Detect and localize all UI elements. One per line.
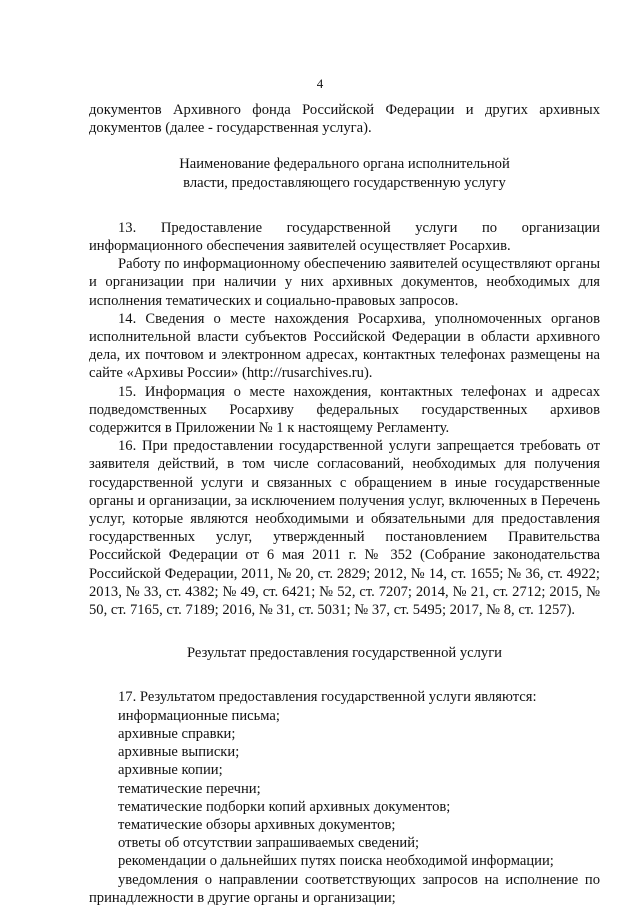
section-heading-result: Результат предоставления государственной услуги: [187, 645, 502, 662]
section-heading-authority-line-1: Наименование федерального органа исполнительной: [179, 156, 510, 173]
list-item: тематические перечни;: [118, 780, 261, 797]
list-item: архивные копии;: [118, 762, 223, 779]
list-item-last: уведомления о направлении соответствующих запросов на исполнение по принадлежности в другие органы и организации;: [89, 871, 600, 906]
intro-line-1: документов Архивного фонда Российской Федерации и других архивных: [89, 102, 600, 118]
intro-line-2: документов (далее - государственная услуга).: [89, 120, 372, 137]
list-item: тематические обзоры архивных документов;: [118, 816, 396, 833]
result-list: [89, 707, 600, 907]
list-item: архивные выписки;: [118, 744, 240, 761]
paragraph-13: 13. Предоставление государственной услуги по организации информационного обеспечения заявителей осуществляет Росархив.: [89, 219, 600, 255]
section-heading-authority-line-2: власти, предоставляющего государственную услугу: [183, 174, 506, 191]
document-body: [89, 101, 600, 907]
paragraph-16: 16. При предоставлении государственной услуги запрещается требовать от заявителя действий, в том числе согласований, необходимых для получения государственной услуги и связанных с обращением в иные государственные органы и организации, за исключением получения услуг, включенных в Перечень услуг, которые являются необходимыми и обязательными для предоставления государственных услуг, утвержденный постановлением Правительства Российской Федерации от 6 мая 2011 г. № 352 (Собрание законодательства Российской Федерации, 2011, № 20, ст. 2829; 2012, № 14, ст. 1655; № 36, ст. 4922; 2013, № 33, ст. 4382; № 49, ст. 6421; № 52, ст. 7207; 2014, № 21, ст. 2712; 2015, № 50, ст. 7165, ст. 7189; 2016, № 31, ст. 5031; № 37, ст. 5495; 2017, № 8, ст. 1257).: [89, 438, 600, 619]
list-item: тематические подборки копий архивных документов;: [118, 798, 451, 815]
paragraph-15: 15. Информация о месте нахождения, контактных телефонах и адресах подведомственных Росархиву федеральных государственных архивов содержится в Приложении № 1 к настоящему Регламенту.: [89, 383, 600, 437]
paragraph-13-work: Работу по информационному обеспечению заявителей осуществляют органы и организации при наличии у них архивных документов, необходимых для исполнения тематических и социально-правовых запросов.: [89, 256, 600, 309]
list-item: информационные письма;: [118, 707, 280, 724]
list-item: ответы об отсутствии запрашиваемых сведений;: [118, 835, 420, 852]
paragraph-14: 14. Сведения о месте нахождения Росархива, уполномоченных органов исполнительной власти субъектов Российской Федерации в области архивного дела, их почтовом и электронном адресах, контактных телефонах размещены на сайте «Архивы России» (http://rusarchives.ru).: [89, 310, 600, 382]
paragraph-17: 17. Результатом предоставления государственной услуги являются:: [118, 689, 537, 706]
page-number: 4: [316, 76, 324, 91]
list-item: рекомендации о дальнейших путях поиска необходимой информации;: [118, 853, 554, 870]
list-item: архивные справки;: [118, 725, 236, 742]
